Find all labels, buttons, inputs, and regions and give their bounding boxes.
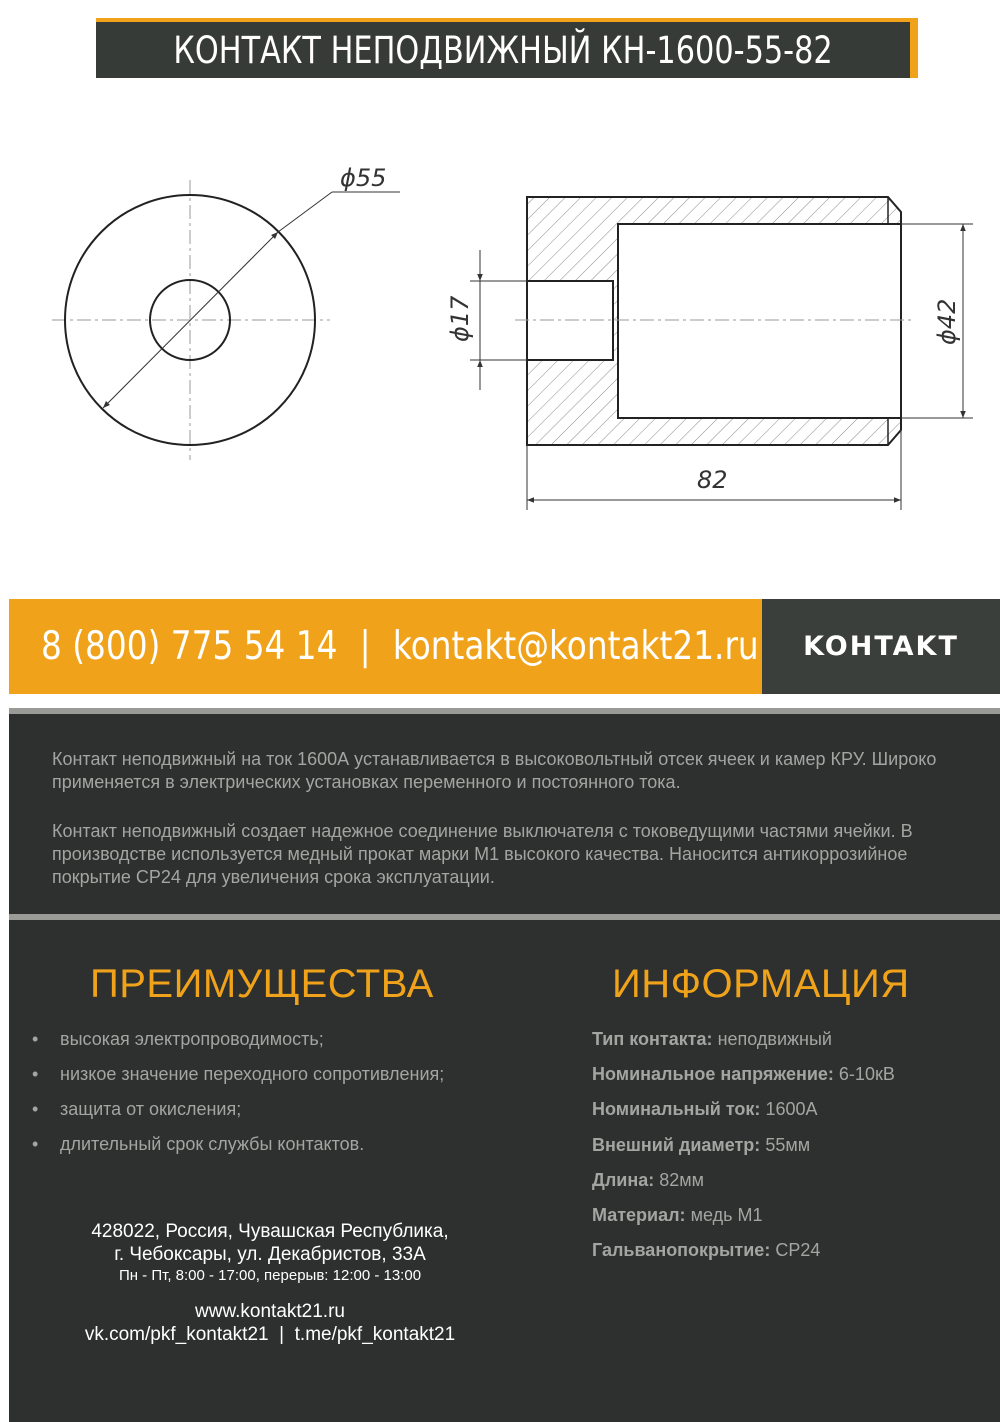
social-links[interactable]: vk.com/pkf_kontakt21 | t.me/pkf_kontakt21: [84, 1324, 456, 1345]
info-value: 55мм: [765, 1134, 811, 1155]
description-paragraph-2: Контакт неподвижный создает надежное соединение выключателя с токоведущими частями ячейки. В производстве используется медный прокат марки М1 высокого качества. Наносится антикоррозийное покрытие СР24 для увеличения срока эксплуатации.: [52, 821, 913, 887]
list-item: [32, 1064, 444, 1099]
info-list: [592, 1029, 895, 1275]
web-links: [40, 1300, 500, 1346]
bullet: •: [32, 1064, 39, 1084]
list-item: [32, 1029, 444, 1064]
info-label: Номинальное напряжение:: [592, 1064, 834, 1085]
address-line-1: 428022, Россия, Чувашская Республика,: [91, 1221, 449, 1242]
title-banner: [96, 18, 918, 78]
website-link[interactable]: www.kontakt21.ru: [195, 1301, 345, 1322]
description-paragraph-1: Контакт неподвижный на ток 1600А устанавливается в высоковольтный отсек ячеек и камер КРУ. Широко применяется в электрических установках переменного и постоянного тока.: [52, 749, 937, 792]
info-row-plating: [592, 1240, 895, 1275]
dim-bore-diameter: ϕ17: [446, 295, 474, 342]
info-label: Материал:: [592, 1204, 686, 1225]
email-link[interactable]: kontakt@kontakt21.ru: [392, 624, 759, 669]
page-title: [96, 22, 910, 78]
page-title-text: КОНТАКТ НЕПОДВИЖНЫЙ КН-1600-55-82: [173, 28, 833, 72]
contact-band: [9, 599, 762, 694]
list-item: [32, 1134, 444, 1169]
info-value: медь М1: [690, 1204, 763, 1225]
working-hours: Пн - Пт, 8:00 - 17:00, перерыв: 12:00 - 13:00: [118, 1267, 422, 1284]
advantage-text: длительный срок службы контактов.: [60, 1134, 365, 1154]
info-label: Длина:: [592, 1169, 655, 1190]
section-hatched-body: [527, 197, 901, 445]
dim-length: 82: [697, 466, 728, 494]
info-label: Гальванопокрытие:: [592, 1240, 771, 1261]
bullet: •: [32, 1134, 39, 1154]
list-item: [32, 1099, 444, 1134]
info-value: СР24: [775, 1240, 821, 1261]
info-row-material: [592, 1205, 895, 1240]
advantage-text: низкое значение переходного сопротивления;: [60, 1064, 445, 1084]
info-label: Номинальный ток:: [592, 1099, 761, 1120]
info-label: Тип контакта:: [592, 1029, 713, 1049]
contact-line: [41, 624, 759, 669]
company-logo: KOHTAKT: [803, 631, 959, 662]
advantages-heading: ПРЕИМУЩЕСТВА: [90, 962, 434, 1006]
info-value: 82мм: [659, 1169, 704, 1190]
logo-area: [762, 599, 1000, 694]
address-block: [40, 1220, 500, 1286]
info-row-contact-type: [592, 1029, 895, 1064]
phone-number[interactable]: 8 (800) 775 54 14: [41, 624, 338, 669]
bullet: •: [32, 1029, 39, 1049]
info-heading: ИНФОРМАЦИЯ: [612, 962, 910, 1006]
bullet: •: [32, 1099, 39, 1119]
info-value: неподвижный: [717, 1029, 832, 1049]
dim-inner-diameter: ϕ42: [933, 298, 961, 345]
info-label: Внешний диаметр:: [592, 1134, 761, 1155]
address-line-2: г. Чебоксары, ул. Декабристов, 33А: [114, 1244, 426, 1265]
dim-outer-diameter: ϕ55: [340, 164, 387, 192]
advantages-list: [32, 1029, 444, 1169]
technical-drawing: [0, 100, 1000, 520]
section-view: [446, 197, 973, 510]
contact-separator: |: [359, 624, 371, 669]
info-row-voltage: [592, 1064, 895, 1099]
advantage-text: защита от окисления;: [60, 1099, 242, 1119]
info-row-outer-diameter: [592, 1135, 895, 1170]
info-row-length: [592, 1170, 895, 1205]
info-row-current: [592, 1099, 895, 1134]
end-view: [52, 164, 400, 460]
info-value: 1600А: [765, 1099, 818, 1120]
info-value: 6-10кВ: [838, 1064, 895, 1085]
advantage-text: высокая электропроводимость;: [60, 1029, 324, 1049]
